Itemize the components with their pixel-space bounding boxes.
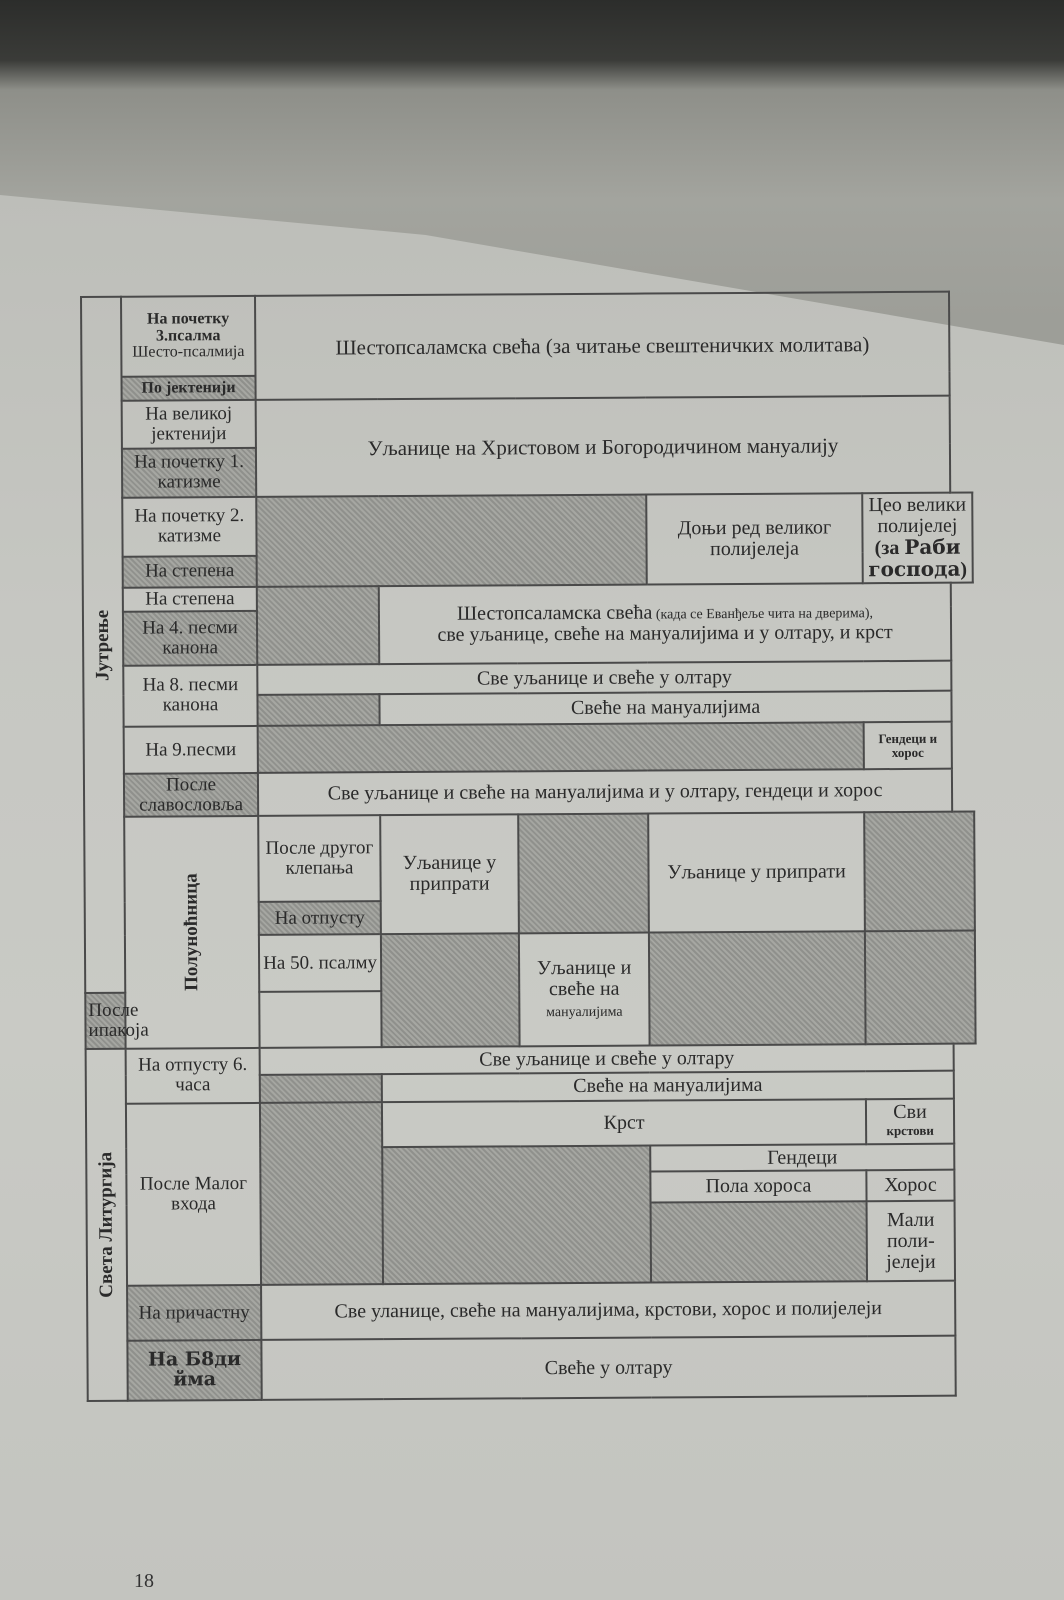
section-label: Света Литургија: [95, 1151, 118, 1298]
shaded-cell: [260, 1102, 383, 1285]
row-label: На отпусту 6. часа: [126, 1047, 260, 1103]
cell: Шестопсаламска свећа (када се Еванђеље чита на дверима), све уљанице, свеће на мануалијима и у олтару, и крст: [379, 583, 952, 664]
row-label: На великој јектенији: [122, 400, 256, 448]
row-label: На 4. песми канона: [123, 611, 257, 665]
section-liturgija: [86, 1048, 128, 1401]
row-label: На причастну: [127, 1285, 261, 1341]
row-label: После славословља: [124, 773, 258, 817]
row-label: На отпусту: [259, 901, 381, 935]
cell: Свеће у олтару: [261, 1336, 955, 1400]
cell: Сви крстови: [866, 1098, 954, 1144]
cell: Уљанице и свеће на мануалијима: [519, 932, 650, 1045]
cell: Гендеци: [650, 1144, 954, 1172]
cell: Све уљанице и свеће на мануалијима и у олтару, гендеци и хорос: [258, 769, 952, 816]
cell: Доњи ред великог полијелеја: [646, 493, 863, 584]
schedule-table-wrapper: [80, 291, 979, 1402]
row-label: После ипакоја: [85, 993, 125, 1049]
cell: Све уљанице и свеће у олтару: [260, 1043, 954, 1075]
row-label: На степена: [123, 556, 257, 588]
shaded-cell: [382, 1145, 651, 1284]
section-utrenje: [81, 297, 125, 993]
shaded-cell: [258, 722, 864, 773]
cell: Хорос: [866, 1170, 954, 1201]
shaded-cell: [257, 586, 379, 665]
cell: Шестопсаламска свећа (за читање свештеничких молитава): [255, 292, 950, 401]
row-label: После другог клепања: [258, 815, 381, 902]
cell: Свеће на мануалијима: [382, 1071, 954, 1102]
row-label: На почетку 2. катизме: [122, 497, 256, 557]
row-label: На Б8ди йма: [127, 1340, 261, 1400]
row-label: На степена: [123, 587, 257, 612]
cell: Уљанице у припрати: [380, 814, 519, 934]
shaded-cell: [381, 933, 520, 1046]
shaded-cell: [649, 931, 866, 1045]
cell: Цео велики полијелеј (за Раби господа): [862, 492, 973, 583]
cell: Уљанице у припрати: [648, 812, 865, 932]
cell: Пола хороса: [650, 1171, 866, 1203]
cell: Све уланице, свеће на мануалијима, крстови, хорос и полијелеји: [261, 1281, 955, 1341]
lighting-schedule-table: [80, 291, 979, 1402]
cell: Свеће на мануалијима: [379, 691, 951, 725]
section-label: Полуноћница: [180, 873, 203, 991]
shaded-cell: [260, 1074, 382, 1102]
row-label: На почетку 3.псалма Шесто-псалмија: [121, 296, 255, 377]
shaded-cell: [518, 814, 649, 934]
row-label: На 50. псалму: [259, 934, 381, 992]
section-polunocnica: [124, 816, 259, 1048]
row-label: На 8. песми канона: [123, 665, 257, 727]
page-number: 18: [134, 1570, 154, 1592]
cell: Све уљанице и свеће у олтару: [257, 660, 951, 695]
cell: Гендеци и хорос: [864, 722, 952, 770]
row-label: После Малог входа: [126, 1103, 261, 1286]
shaded-cell: [257, 695, 379, 726]
shaded-cell: [864, 812, 975, 931]
section-label: Јутрење: [91, 609, 114, 681]
cell: Крст: [382, 1099, 866, 1147]
cell: Уљанице на Христовом и Богородичином мануалију: [256, 396, 951, 497]
cell: Мали поли-јелеји: [867, 1201, 956, 1281]
row-label: На почетку 1. катизме: [122, 447, 256, 497]
shaded-cell: [865, 930, 976, 1043]
shaded-cell: [651, 1201, 867, 1282]
row-label: По јектенији: [121, 376, 255, 401]
row-label: На 9.песми: [124, 726, 258, 774]
shaded-cell: [256, 494, 647, 586]
